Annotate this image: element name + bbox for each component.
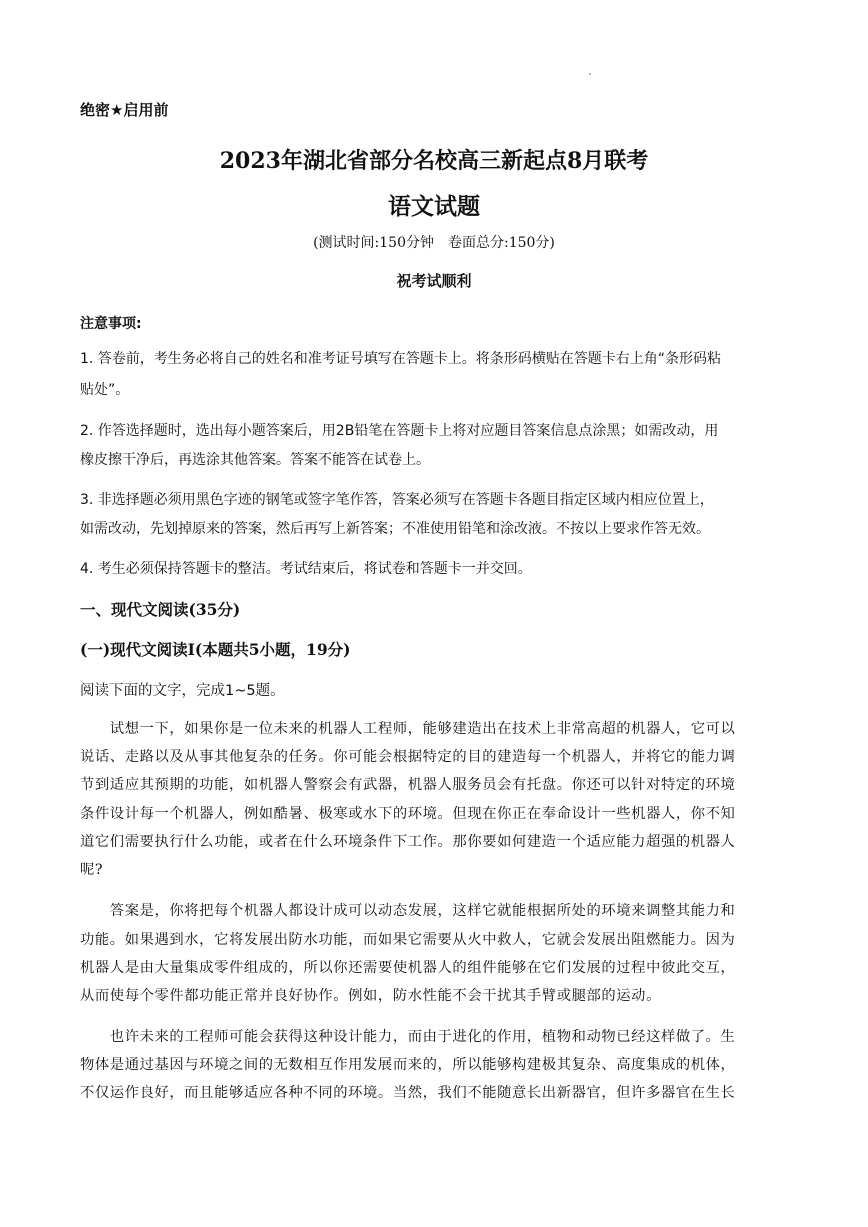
scan-speck [589,73,591,75]
confidential-label: 绝密★启用前 [80,101,169,119]
good-luck-text: 祝考试顺利 [396,272,472,290]
passage-line: 物体是通过基因与环境之间的无数相互作用发展而来的，所以能够构建极其复杂、高度集成的机体， [80,1057,736,1073]
passage-line: 节到适应其预期的功能，如机器人警察会有武器，机器人服务员会有托盘。你还可以针对特定的环境 [80,777,736,793]
reading-instruction: 阅读下面的文字，完成1~5题。 [80,683,285,699]
exam-subject: 语文试题 [388,193,480,220]
notice-line: 3. 非选择题必须用黑色字迹的钢笔或签字笔作答，答案必须写在答题卡各题目指定区域内相应位置上， [80,492,714,508]
exam-title: 2023年湖北省部分名校高三新起点8月联考 [219,148,649,174]
notice-line: 橡皮擦干净后，再选涂其他答案。答案不能答在试卷上。 [80,452,430,468]
subsection-heading: (一)现代文阅读I(本题共5小题，19分) [80,640,351,659]
notice-line: 1. 答卷前，考生务必将自己的姓名和准考证号填写在答题卡上。将条形码横贴在答题卡右上角“条形码粘 [80,351,722,367]
passage-line: 答案是，你将把每个机器人都设计成可以动态发展，这样它就能根据所处的环境来调整其能力和 [80,903,736,919]
notice-heading: 注意事项: [80,316,142,332]
passage-line: 功能。如果遇到水，它将发展出防水功能，而如果它需要从火中救人，它就会发展出阻燃能力。因为 [80,932,736,948]
passage-line: 从而使每个零件都功能正常并良好协作。例如，防水性能不会干扰其手臂或腿部的运动。 [80,988,661,1004]
passage-line: 试想一下，如果你是一位未来的机器人工程师，能够建造出在技术上非常高超的机器人，它可以 [80,721,736,737]
notice-line: 2. 作答选择题时，选出每小题答案后，用2B铅笔在答题卡上将对应题目答案信息点涂黑；如需改动，用 [80,423,719,439]
passage-line: 机器人是由大量集成零件组成的，所以你还需要使机器人的组件能够在它们发展的过程中彼此交互， [80,960,736,976]
passage-line: 条件设计每一个机器人，例如酷暑、极寒或水下的环境。但现在你正在奉命设计一些机器人，你不知 [80,806,736,822]
notice-line: 如需改动，先划掉原来的答案，然后再写上新答案；不准使用铅笔和涂改液。不按以上要求作答无效。 [80,521,710,537]
exam-time-info: (测试时间:150分钟 卷面总分:150分) [313,235,555,251]
passage-line: 不仅运作良好，而且能够适应各种不同的环境。当然，我们不能随意长出新器官，但许多器官在生长 [80,1085,736,1101]
passage-line: 说话、走路以及从事其他复杂的任务。你可能会根据特定的目的建造每一个机器人，并将它的能力调 [80,749,736,765]
passage-line: 道它们需要执行什么功能，或者在什么环境条件下工作。那你要如何建造一个适应能力超强的机器人 [80,834,736,850]
passage-line: 呢? [80,862,104,878]
section-heading: 一、现代文阅读(35分) [80,600,241,619]
notice-line: 4. 考生必须保持答题卡的整洁。考试结束后，将试卷和答题卡一并交回。 [80,561,532,577]
passage-line: 也许未来的工程师可能会获得这种设计能力，而由于进化的作用，植物和动物已经这样做了。生 [80,1029,736,1045]
notice-line: 贴处”。 [80,382,130,398]
